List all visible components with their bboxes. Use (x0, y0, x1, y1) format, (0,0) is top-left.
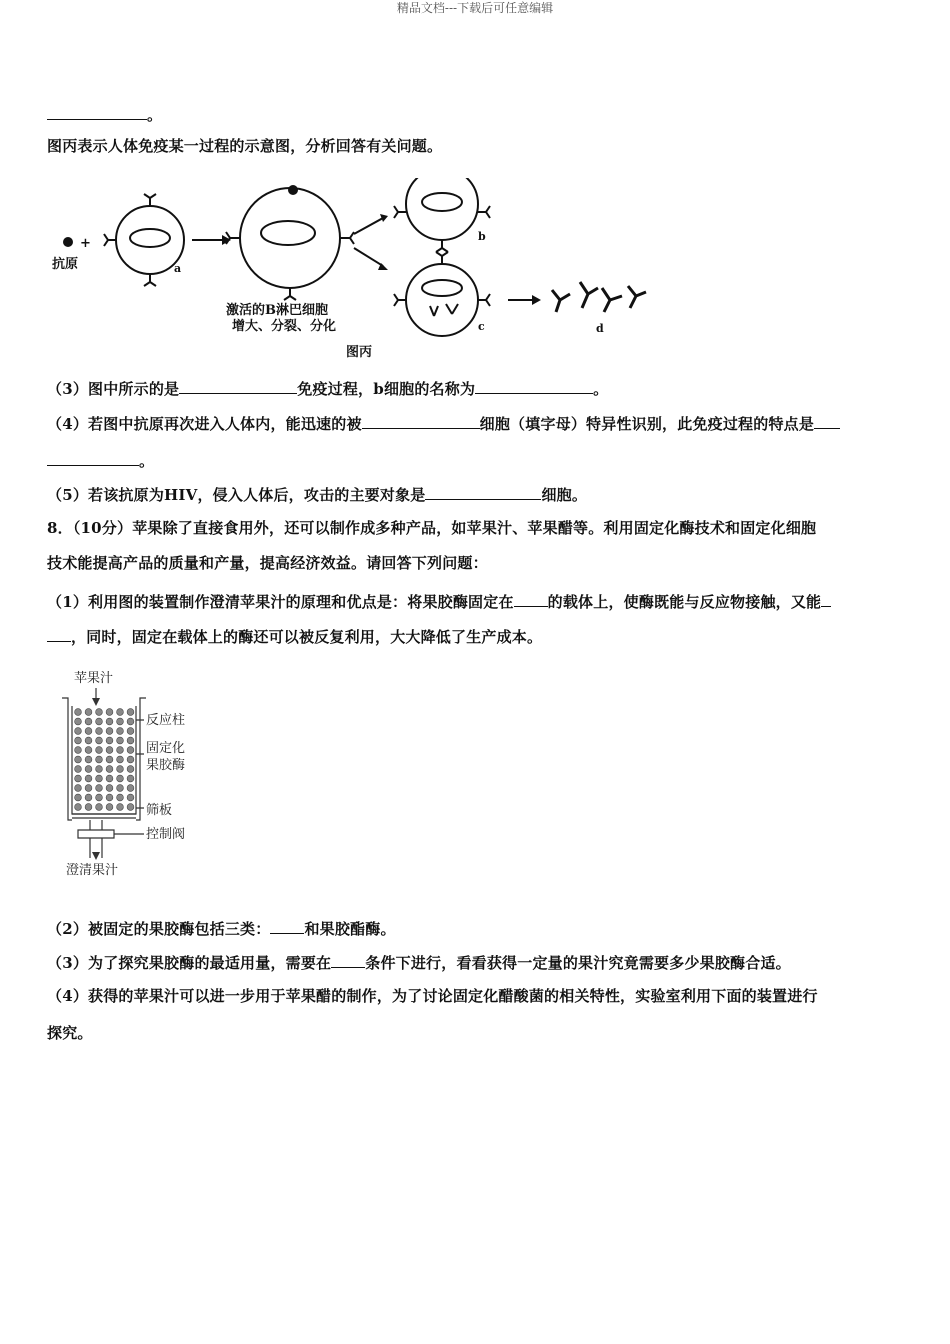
enzyme-bead (127, 709, 134, 716)
enzyme-bead (96, 728, 103, 735)
enzyme-label-1: 固定化 (146, 741, 186, 756)
enzyme-bead (85, 709, 92, 716)
enzyme-bead (106, 766, 113, 773)
enzyme-bead (75, 785, 82, 792)
enzyme-bead (96, 718, 103, 725)
antibodies-d (552, 282, 646, 312)
enzyme-bead (96, 737, 103, 744)
enzyme-bead (96, 775, 103, 782)
question-3: （3）图中所示的是 免疫过程，b细胞的名称为 。 (47, 380, 609, 398)
enzyme-bead (85, 728, 92, 735)
enzyme-bead (96, 709, 103, 716)
enzyme-bead (117, 775, 124, 782)
enzyme-bead (106, 747, 113, 754)
enzyme-bead (75, 709, 82, 716)
question-8-3: （3）为了探究果胶酶的最适用量，需要在 条件下进行，看看获得一定量的果汁究竟需要多少果胶酶合适。 (47, 954, 791, 972)
enzyme-bead (127, 747, 134, 754)
enzyme-bead (127, 756, 134, 763)
enzyme-bead (85, 785, 92, 792)
enzyme-bead (127, 766, 134, 773)
question-5: （5）若该抗原为HIV，侵入人体后，攻击的主要对象是 细胞。 (47, 486, 588, 504)
output-label: 澄清果汁 (66, 863, 119, 878)
cell-b (394, 178, 490, 252)
arrow-head-d (532, 295, 541, 305)
enzyme-bead (117, 747, 124, 754)
question-8-line1: 8．（10分）苹果除了直接食用外，还可以制作成多种产品，如苹果汁、苹果醋等。利用固定化酶技术和固定化细胞 (47, 519, 817, 537)
enzyme-bead (75, 737, 82, 744)
enzyme-bead (96, 766, 103, 773)
activated-label-1: 激活的B淋巴细胞 (226, 303, 328, 318)
question-8-2: （2）被固定的果胶酶包括三类： 和果胶酯酶。 (47, 920, 396, 938)
enzyme-bead (96, 804, 103, 811)
answer-blank[interactable] (814, 413, 840, 429)
answer-blank[interactable] (514, 591, 548, 607)
svg-text:d: d (596, 322, 604, 335)
reactor-diagram (60, 668, 240, 882)
enzyme-bead (117, 794, 124, 801)
valve-label: 控制阀 (146, 827, 186, 842)
enzyme-bead (127, 718, 134, 725)
enzyme-bead (117, 785, 124, 792)
answer-blank[interactable] (47, 450, 139, 466)
enzyme-bead (96, 794, 103, 801)
enzyme-bead (127, 794, 134, 801)
enzyme-bead (117, 728, 124, 735)
svg-text:c: c (478, 320, 485, 333)
question-4: （4）若图中抗原再次进入人体内，能迅速的被 细胞（填字母）特异性识别，此免疫过程的特点是 (47, 413, 840, 434)
enzyme-bead (85, 756, 92, 763)
enzyme-bead (117, 709, 124, 716)
column-label: 反应柱 (146, 713, 186, 728)
question-8-1-continuation: ，同时，固定在载体上的酶还可以被反复利用，大大降低了生产成本。 (47, 626, 542, 647)
enzyme-bead (75, 756, 82, 763)
enzyme-bead (75, 718, 82, 725)
activated-b-cell (226, 188, 354, 300)
enzyme-bead (85, 775, 92, 782)
enzyme-bead (75, 747, 82, 754)
enzyme-bead (106, 794, 113, 801)
enzyme-bead (75, 728, 82, 735)
svg-text:b: b (478, 230, 486, 243)
enzyme-bead (85, 718, 92, 725)
antigen-dot (63, 237, 73, 247)
enzyme-bead (85, 794, 92, 801)
enzyme-bead (85, 737, 92, 744)
answer-line-continuation: 。 (47, 104, 162, 125)
question-8-4-line1: （4）获得的苹果汁可以进一步用于苹果醋的制作，为了讨论固定化醋酸菌的相关特性，实验室利用下面的装置进行 (47, 987, 818, 1005)
enzyme-bead (127, 804, 134, 811)
input-label: 苹果汁 (74, 671, 114, 686)
enzyme-bead (106, 728, 113, 735)
enzyme-bead (117, 756, 124, 763)
enzyme-bead (127, 728, 134, 735)
answer-blank[interactable] (362, 413, 480, 429)
enzyme-bead (106, 785, 113, 792)
figure-intro: 图丙表示人体免疫某一过程的示意图，分析回答有关问题。 (47, 137, 443, 155)
antigen-label: 抗原 (52, 257, 79, 272)
enzyme-bead (75, 794, 82, 801)
answer-blank[interactable] (821, 591, 831, 607)
enzyme-bead (127, 785, 134, 792)
activated-label-2: 增大、分裂、分化 (232, 319, 337, 334)
answer-blank[interactable] (47, 626, 71, 642)
answer-blank[interactable] (179, 378, 297, 394)
answer-blank[interactable] (425, 484, 541, 500)
enzyme-bead (106, 709, 113, 716)
enzyme-bead (96, 747, 103, 754)
enzyme-bead (106, 718, 113, 725)
question-4-continuation: 。 (47, 450, 154, 471)
enzyme-bead (96, 756, 103, 763)
enzyme-bead (106, 804, 113, 811)
enzyme-bead (106, 737, 113, 744)
answer-blank[interactable] (47, 104, 147, 120)
enzyme-bead (117, 737, 124, 744)
enzyme-bead (106, 756, 113, 763)
cell-c (394, 252, 490, 336)
svg-text:+: + (80, 236, 91, 251)
immune-process-diagram (50, 178, 650, 364)
sieve-label: 筛板 (146, 803, 173, 818)
enzyme-bead (117, 804, 124, 811)
enzyme-bead (117, 766, 124, 773)
enzyme-bead (85, 747, 92, 754)
enzyme-bead (75, 775, 82, 782)
enzyme-bead (75, 766, 82, 773)
cell-a (104, 194, 184, 286)
answer-blank[interactable] (475, 378, 593, 394)
bound-antigen-dot (288, 185, 298, 195)
enzyme-bead (127, 775, 134, 782)
question-8-4-line2: 探究。 (47, 1024, 93, 1042)
enzyme-bead (85, 766, 92, 773)
enzyme-bead (127, 737, 134, 744)
enzyme-bead (75, 804, 82, 811)
answer-blank[interactable] (270, 918, 304, 934)
page-header: 精品文档---下载后可任意编辑 (396, 1, 554, 15)
enzyme-bead (117, 718, 124, 725)
enzyme-bead (85, 804, 92, 811)
question-8-line2: 技术能提高产品的质量和产量，提高经济效益。请回答下列问题： (47, 554, 488, 572)
enzyme-label-2: 果胶酶 (146, 758, 186, 773)
svg-text:a: a (174, 262, 182, 275)
question-8-1: （1）利用图的装置制作澄清苹果汁的原理和优点是：将果胶酶固定在 的载体上，使酶既能与反应物接触，又能 (47, 591, 831, 612)
figure-caption: 图丙 (346, 345, 373, 360)
answer-blank[interactable] (331, 952, 365, 968)
enzyme-bead (106, 775, 113, 782)
enzyme-bead (96, 785, 103, 792)
